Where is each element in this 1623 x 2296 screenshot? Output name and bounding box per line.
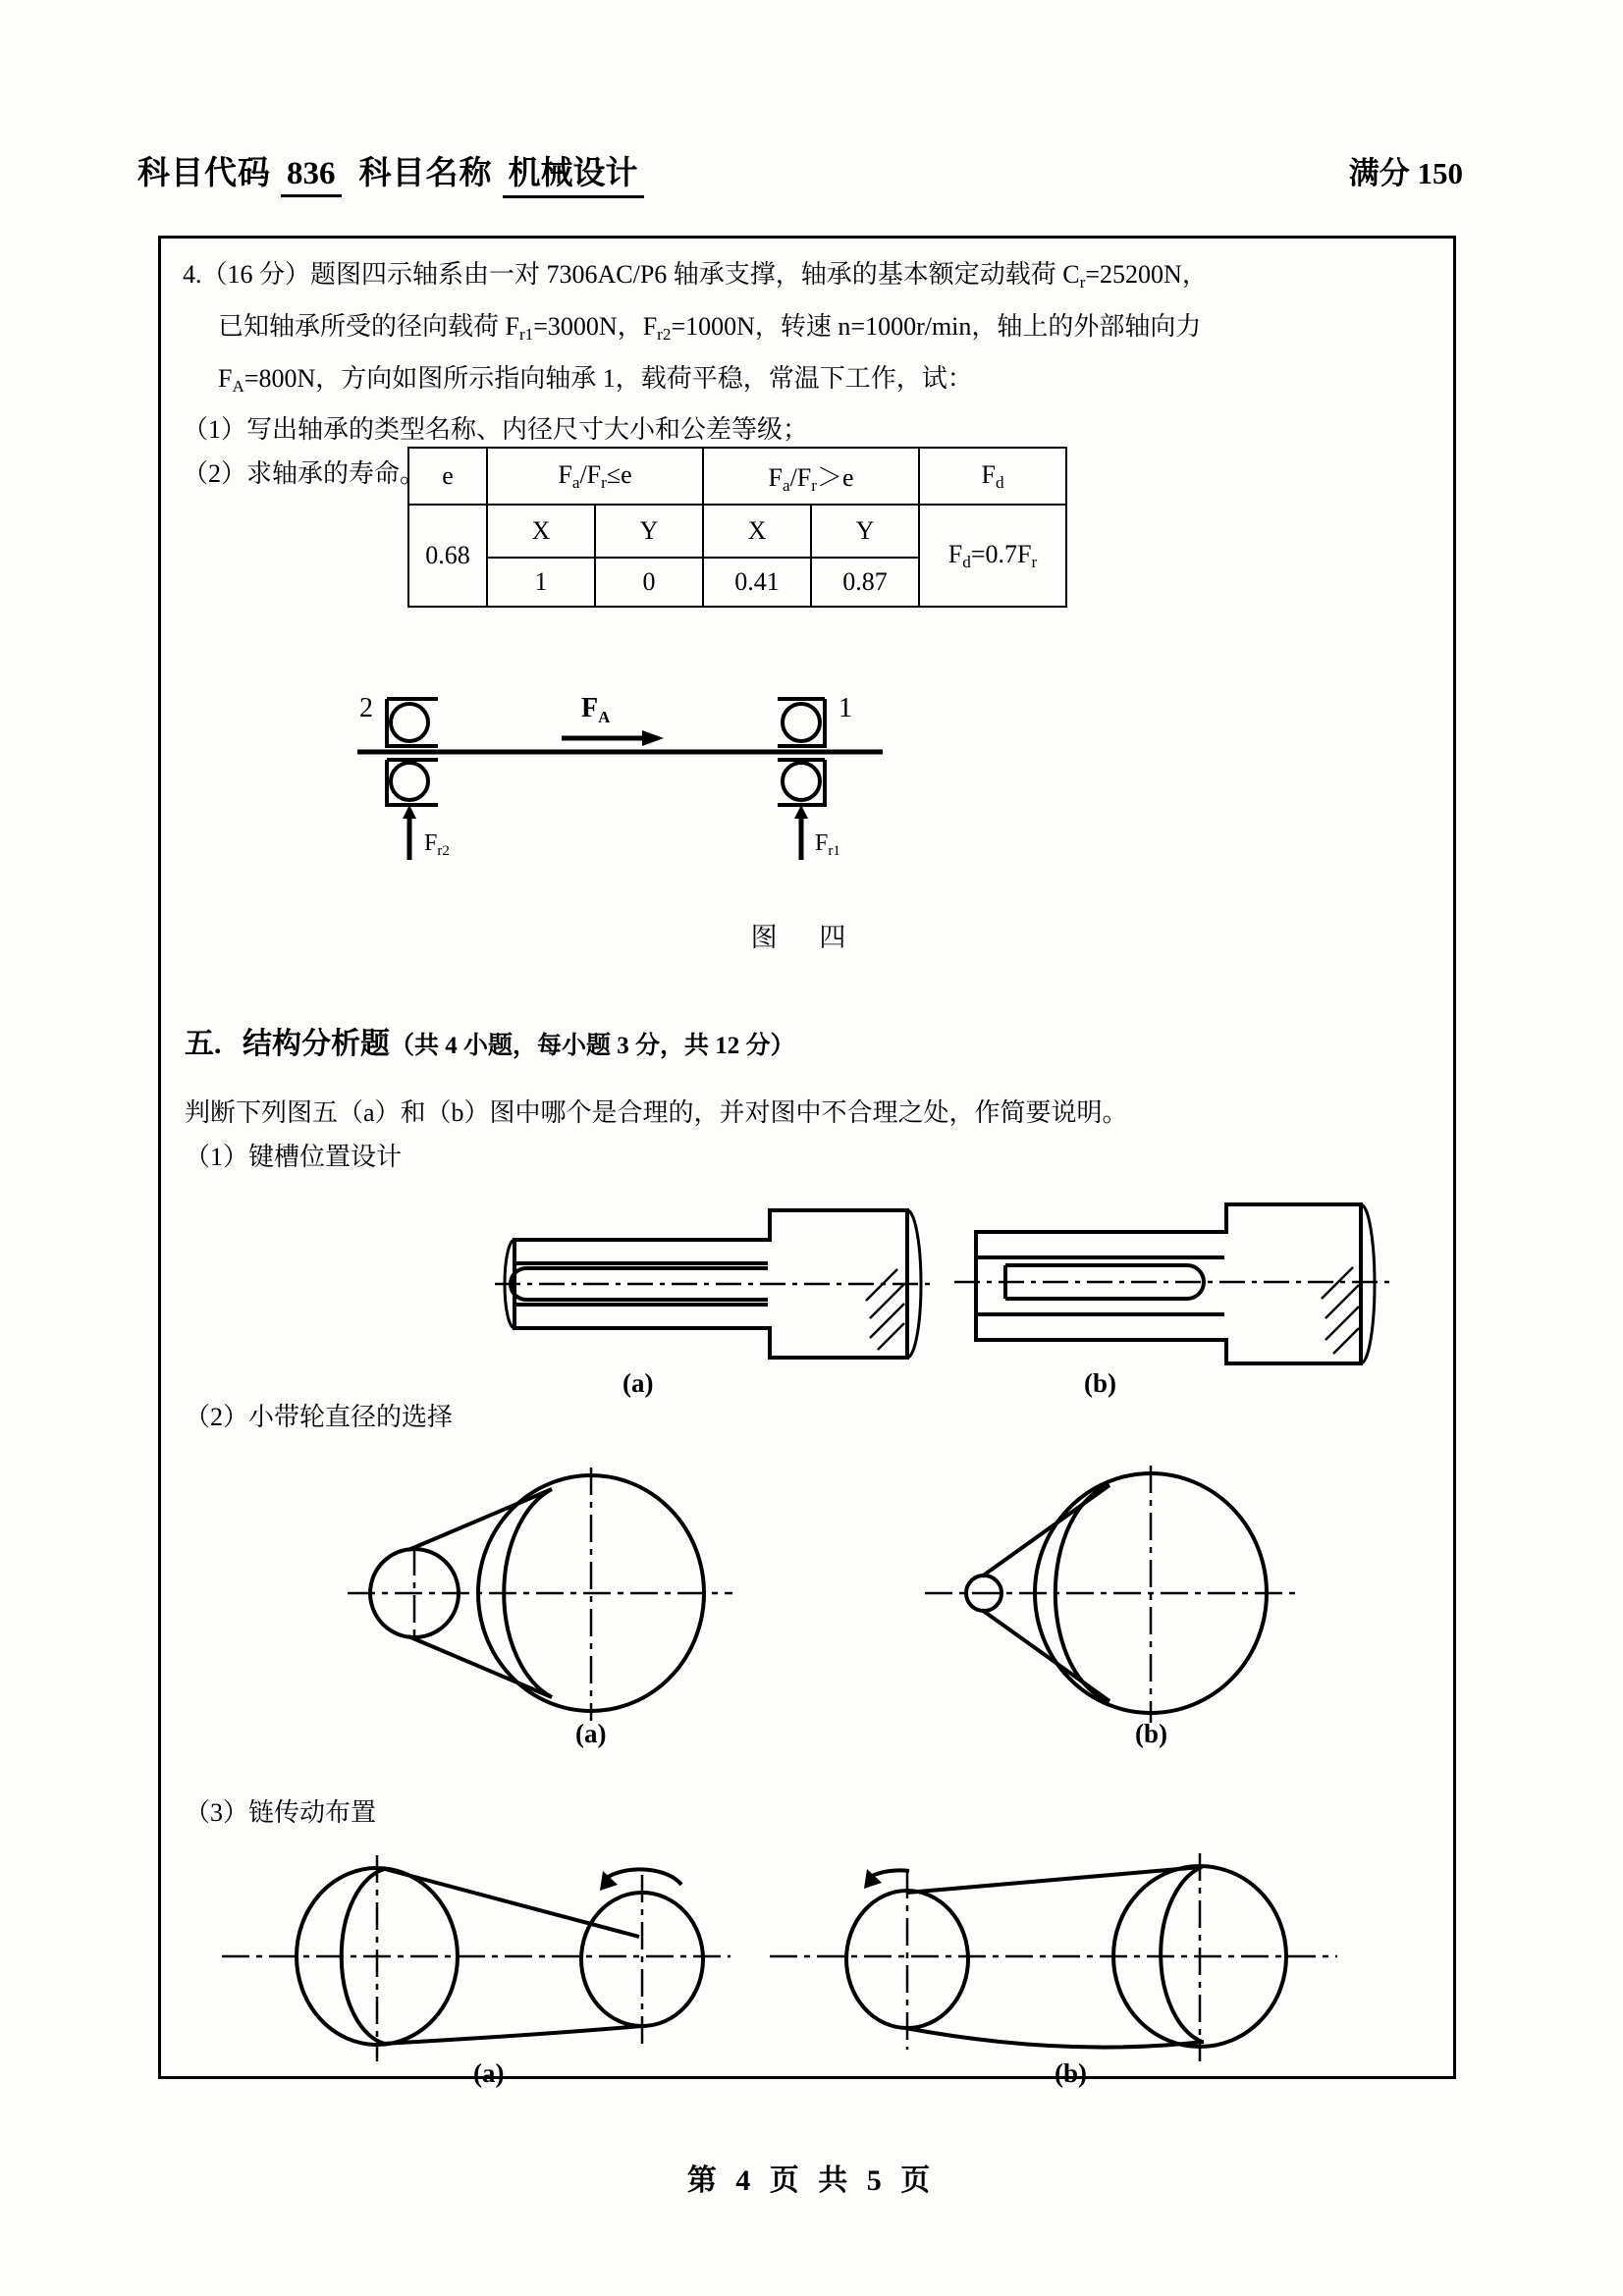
figure-4-svg (348, 675, 897, 862)
chain-b-large-rim (1161, 1867, 1202, 2042)
bearing-1-label: 1 (839, 693, 852, 723)
keyway-a-hatch (866, 1269, 904, 1350)
cell-fd-formula (919, 505, 1066, 607)
q4-l1-sub: r (1079, 272, 1086, 292)
axial-force-label: $F_A$ (581, 693, 611, 726)
pulley-b-belt-top (982, 1485, 1109, 1576)
cell-x-label-le: X (487, 505, 595, 558)
figure-chain-row (161, 1843, 1453, 2088)
chain-diagram-b (770, 1853, 1337, 2061)
pulley-a-belt-bottom (408, 1636, 552, 1697)
header-cell-fa-fr-gt (703, 448, 919, 505)
fd-f: F (981, 459, 996, 489)
q4-l2-b: =3000N，F (533, 311, 658, 341)
gt-f: F (768, 462, 783, 492)
subquestion-2-label: （2）小带轮直径的选择 (185, 1403, 454, 1431)
pulley-diagram-b (925, 1466, 1296, 1723)
chain-a-top-strand (385, 1869, 639, 1937)
q4-l2-sub2: r2 (657, 324, 672, 344)
q4-l2-sub1: r1 (518, 324, 534, 344)
chain-b-rotation-arrow (864, 1869, 909, 1889)
q4-l1-b: =25200N， (1085, 260, 1208, 289)
gt-mid: /F (789, 462, 812, 492)
q4-l2-a: 已知轴承所受的径向载荷 F (218, 311, 519, 341)
chain-diagram-a (222, 1855, 730, 2061)
pulley-a-label: (a) (575, 1719, 607, 1748)
question-4-line-2 (183, 304, 1430, 356)
figure-keyway-row (161, 1171, 1453, 1398)
gt-tail: ＞e (816, 462, 854, 492)
keyway-diagram-a (495, 1210, 937, 1358)
radial-1-arrow-head (794, 805, 808, 819)
gt-f-sub: a (782, 475, 790, 495)
q4-l1-a: 4.（16 分）题图四示轴系由一对 7306AC/P6 轴承支撑，轴承的基本额定动载荷 C (183, 260, 1080, 289)
question-4-item-1: （1）写出轴承的类型名称、内径尺寸大小和公差等级； (183, 415, 809, 445)
q4-l3-sub: A (232, 376, 244, 396)
section-5-number: 五. (185, 1028, 222, 1060)
chain-a-rotation-arrow (600, 1869, 681, 1891)
fd-formula-sub2: r (1031, 552, 1038, 571)
pulley-b-label: (b) (1135, 1719, 1167, 1748)
keyway-a-label: (a) (622, 1368, 654, 1398)
table-xy-label-row (408, 505, 1066, 558)
cell-x-value-le: 1 (487, 558, 595, 607)
q4-l2-c: =1000N，转速 n=1000r/min，轴上的外部轴向力 (671, 311, 1202, 341)
q4-l3-a: F (218, 363, 233, 393)
pulley-a-centerlines (348, 1468, 732, 1721)
question-4-line-1 (183, 252, 1430, 304)
radial-force-2-arrow (403, 805, 416, 860)
question-4-item-2: （2）求轴承的寿命。 (183, 459, 426, 489)
cell-y-value-le: 0 (595, 558, 703, 607)
page-footer: 第 4 页 共 5 页 (686, 2164, 937, 2197)
table-header-row (408, 448, 1066, 505)
subject-name-value: 机械设计 (503, 147, 644, 198)
cell-x-label-gt: X (703, 505, 811, 558)
subject-code-value: 836 (281, 156, 342, 197)
axial-arrow-head (642, 730, 664, 746)
pulley-diagram-a (348, 1468, 732, 1721)
keyway-figure-svg (161, 1171, 1453, 1397)
pulley-figure-svg (161, 1446, 1453, 1750)
bearing-2-lower (387, 760, 438, 805)
fd-f-sub: d (995, 472, 1004, 492)
section-5-title: 结构分析题 (243, 1028, 390, 1060)
bearing-1-lower (778, 760, 825, 805)
fd-formula-f: F (947, 539, 963, 568)
figure-4-caption: 图 四 (750, 923, 864, 952)
fd-formula-sub: d (962, 552, 971, 571)
chain-figure-svg (161, 1843, 1453, 2089)
bearing-1-upper (778, 699, 825, 746)
subject-code-label: 科目代码 (137, 156, 271, 191)
bearing-coefficient-table (407, 447, 1067, 608)
fd-formula-b: =0.7F (970, 539, 1032, 568)
pulley-b-centerlines (925, 1466, 1296, 1723)
chain-a-label: (a) (473, 2058, 505, 2088)
full-marks: 满分 150 (1348, 156, 1463, 190)
pulley-a-belt-top (408, 1489, 552, 1550)
subquestion-1-label: （1）键槽位置设计 (185, 1143, 403, 1171)
subquestion-3-label: （3）链传动布置 (185, 1798, 377, 1827)
le-mid: /F (579, 459, 602, 489)
subject-name-label: 科目名称 (358, 156, 493, 191)
cell-x-value-gt: 0.41 (703, 558, 811, 607)
header-cell-fa-fr-le (487, 448, 703, 505)
radial-2-arrow-head (403, 805, 416, 819)
header-cell-e (408, 448, 487, 505)
axial-force-arrow (562, 730, 664, 746)
keyway-b-hatch (1322, 1267, 1359, 1354)
bearing-2-label: 2 (359, 693, 373, 723)
section-5-heading (185, 1019, 795, 1062)
cell-y-label-le: Y (595, 505, 703, 558)
gt-mid-sub: r (811, 475, 817, 495)
bearing-2-upper (387, 699, 438, 746)
q4-l3-b: =800N，方向如图所示指向轴承 1，载荷平稳，常温下工作，试： (243, 363, 973, 393)
figure-4-bearing-diagram (348, 675, 897, 862)
keyway-diagram-b (954, 1204, 1390, 1363)
cell-y-value-gt: 0.87 (811, 558, 919, 607)
le-f-sub: a (571, 472, 580, 492)
le-mid-sub: r (601, 472, 607, 492)
section-5-instruction: 判断下列图五（a）和（b）图中哪个是合理的，并对图中不合理之处，作简要说明。 (185, 1098, 1128, 1127)
figure-pulley-row (161, 1446, 1453, 1748)
exam-content-box (158, 236, 1456, 2088)
le-tail: ≤e (606, 459, 632, 489)
radial-force-1-label: $F_{r1}$ (815, 830, 840, 859)
page-header (137, 147, 1492, 206)
cell-e-value: 0.68 (408, 505, 487, 607)
pulley-b-belt-bottom (982, 1610, 1109, 1701)
keyway-b-label: (b) (1084, 1368, 1116, 1398)
chain-b-label: (b) (1055, 2058, 1087, 2088)
radial-force-1-arrow (794, 805, 808, 860)
question-4-line-3 (183, 356, 1430, 408)
radial-force-2-label: $F_{r2}$ (424, 830, 450, 859)
le-f: F (558, 459, 572, 489)
section-5-points: （共 4 小题，每小题 3 分，共 12 分） (390, 1033, 795, 1059)
cell-y-label-gt: Y (811, 505, 919, 558)
header-e-text: e (442, 461, 454, 490)
header-cell-fd (919, 448, 1066, 505)
